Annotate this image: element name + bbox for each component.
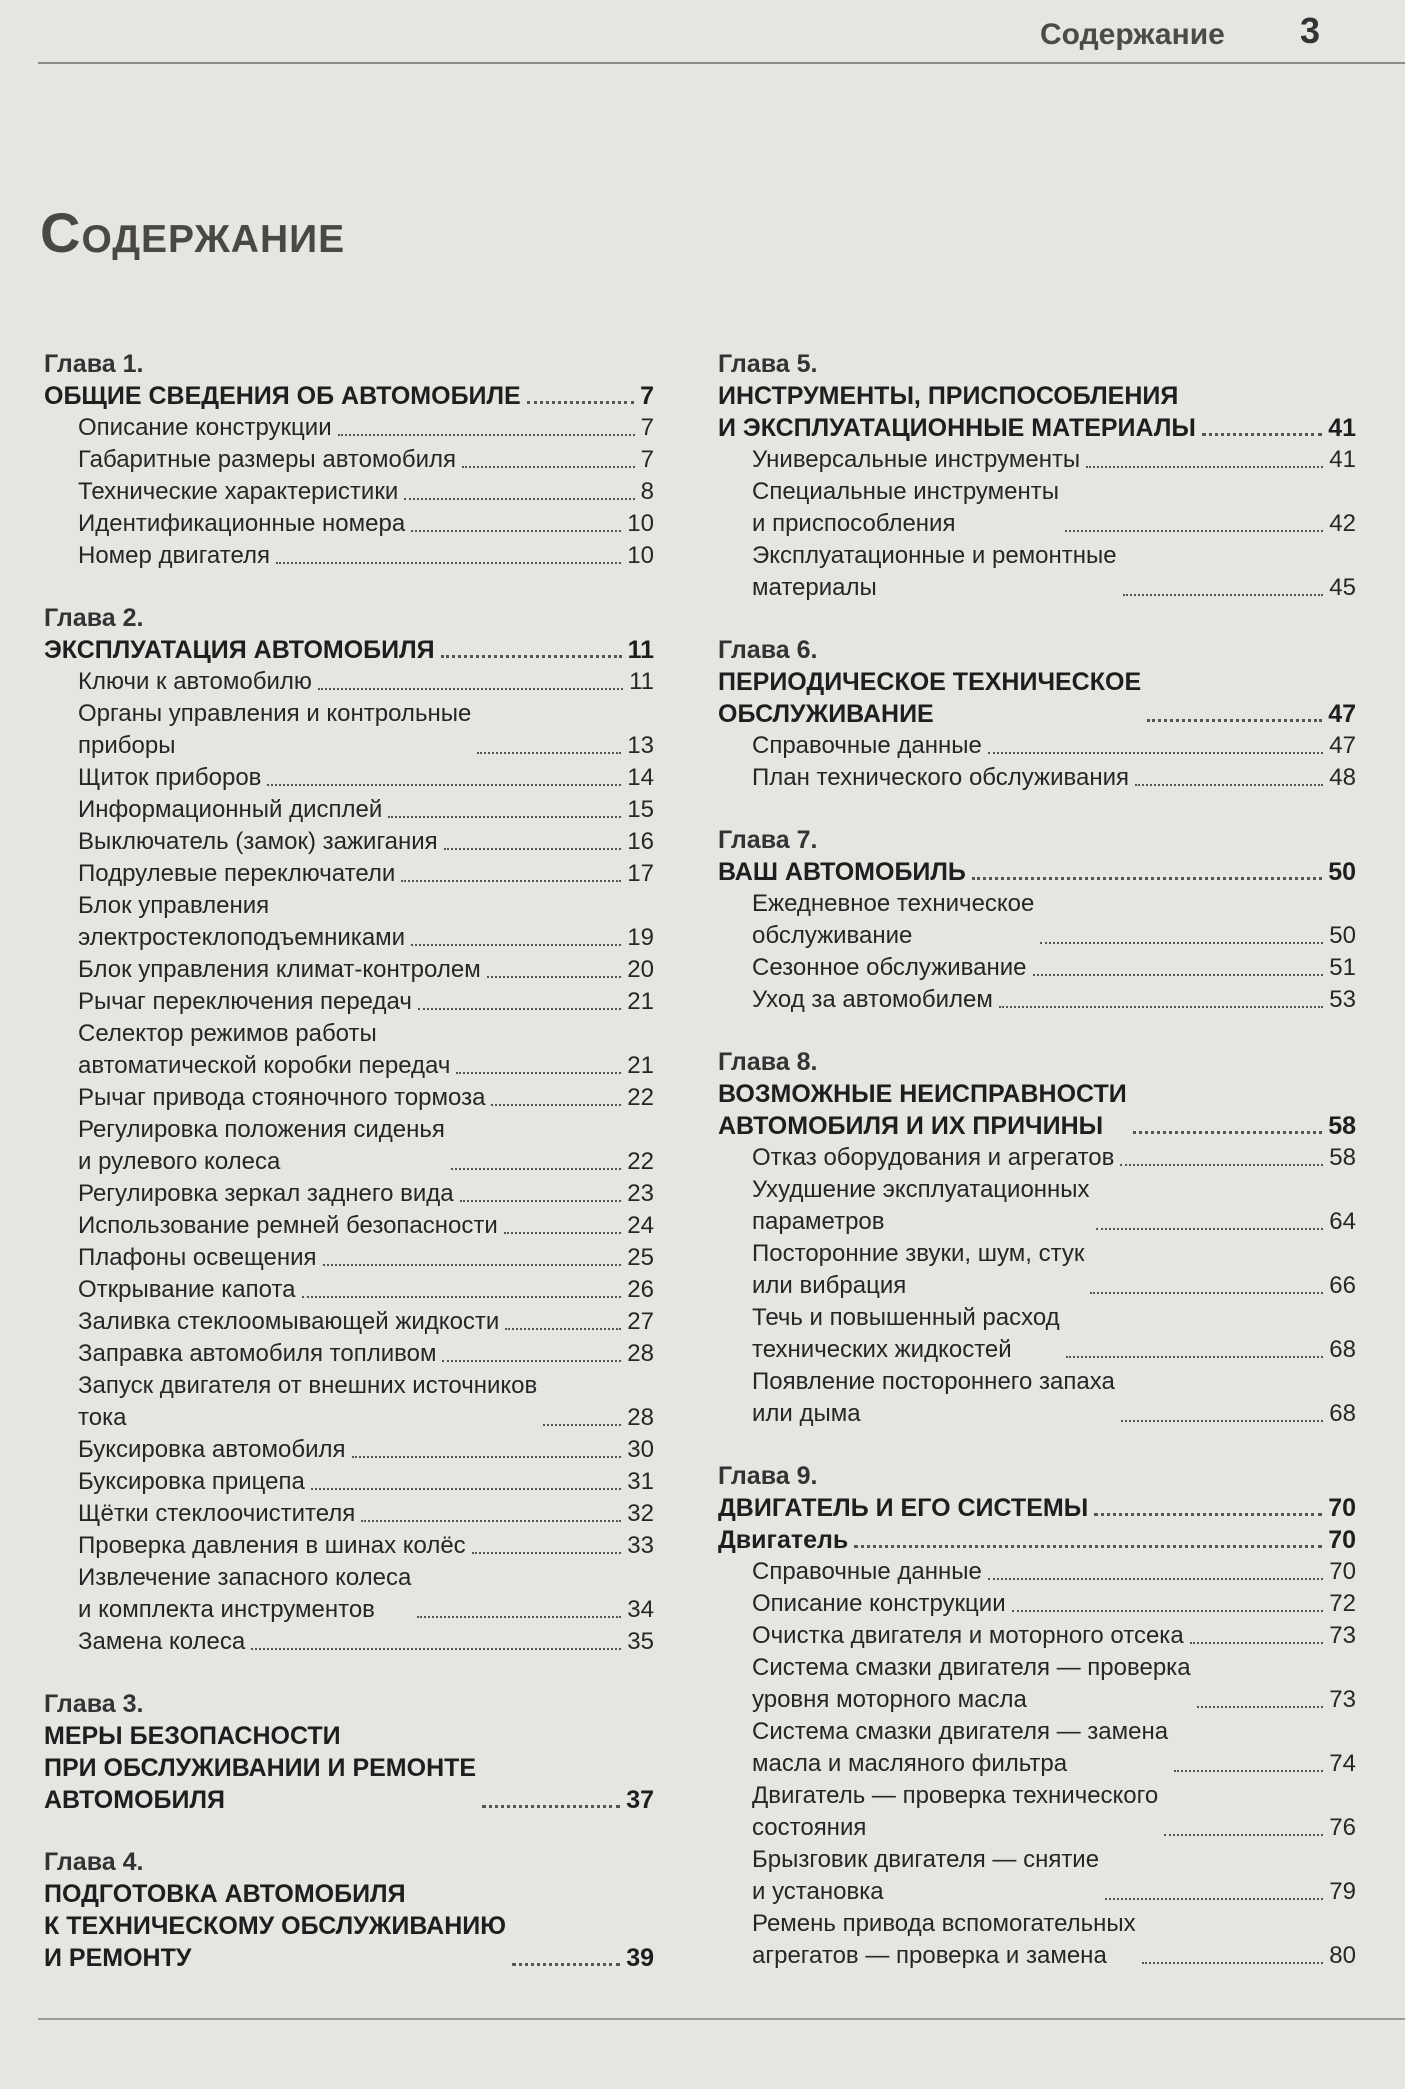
toc-entry-text: Регулировка положения сиденья и рулевого колеса	[78, 1116, 445, 1175]
toc-entry-page: 10	[627, 510, 654, 537]
toc-entry-page: 80	[1329, 1942, 1356, 1969]
leader-dots	[999, 1006, 1323, 1008]
toc-entry[interactable]	[718, 888, 1356, 952]
leader-dots	[1096, 1228, 1324, 1230]
toc-entry[interactable]	[44, 1434, 654, 1466]
toc-chapter	[718, 634, 1356, 794]
toc-entry[interactable]	[44, 540, 654, 572]
toc-entry[interactable]	[44, 1210, 654, 1242]
leader-dots	[972, 877, 1322, 880]
toc-entry-text: Ежедневное техническое обслуживание	[752, 890, 1035, 949]
leader-dots	[1123, 594, 1324, 596]
chapter-title-page: 50	[1328, 858, 1356, 886]
chapter-label: Глава 6.	[718, 636, 818, 664]
leader-dots	[302, 1296, 622, 1298]
chapter-title[interactable]	[718, 856, 1356, 888]
leader-dots	[411, 530, 621, 532]
toc-entry-page: 23	[627, 1180, 654, 1207]
toc-entry-page: 33	[627, 1532, 654, 1559]
chapter-title[interactable]	[718, 1078, 1356, 1142]
toc-entry-page: 11	[629, 668, 654, 695]
toc-entry-text: Извлечение запасного колеса и комплекта инструментов	[78, 1564, 412, 1623]
toc-chapter	[718, 348, 1356, 604]
chapter-title-text: ВАШ АВТОМОБИЛЬ	[718, 858, 966, 886]
toc-entry-text: Отказ оборудования и агрегатов	[752, 1144, 1115, 1171]
toc-entry-page: 7	[640, 414, 654, 441]
toc-entry-text: Описание конструкции	[78, 414, 332, 441]
toc-entry[interactable]	[718, 1142, 1356, 1174]
toc-entry-page: 13	[627, 732, 654, 759]
leader-dots	[1120, 1164, 1323, 1166]
toc-chapter	[718, 1046, 1356, 1430]
toc-entry-page: 10	[627, 542, 654, 569]
toc-entry-text: Селектор режимов работы автоматической коробки передач	[78, 1020, 451, 1079]
toc-chapter	[44, 602, 654, 1658]
toc-entry[interactable]	[718, 762, 1356, 794]
leader-dots	[444, 848, 622, 850]
leader-dots	[418, 1008, 621, 1010]
toc-entry-text: Запуск двигателя от внешних источников тока	[78, 1372, 538, 1431]
toc-entry-page: 21	[627, 988, 654, 1015]
toc-entry-page: 50	[1329, 922, 1356, 949]
chapter-title[interactable]	[718, 1492, 1356, 1524]
page-title: Содержание	[40, 201, 346, 264]
section-title-page: 70	[1328, 1526, 1356, 1554]
toc-entry[interactable]	[718, 1238, 1356, 1302]
toc-entry-text: Открывание капота	[78, 1276, 296, 1303]
toc-entry-text: Ключи к автомобилю	[78, 668, 312, 695]
toc-entry[interactable]	[718, 540, 1356, 604]
toc-entry-page: 35	[627, 1628, 654, 1655]
toc-entry-page: 72	[1329, 1590, 1356, 1617]
toc-entry-page: 76	[1329, 1814, 1356, 1841]
toc-entry[interactable]	[718, 1844, 1356, 1908]
toc-entry-page: 30	[627, 1436, 654, 1463]
toc-entry-page: 48	[1329, 764, 1356, 791]
toc-entry[interactable]	[44, 1274, 654, 1306]
toc-entry[interactable]	[718, 1588, 1356, 1620]
toc-entry[interactable]	[44, 476, 654, 508]
toc-left-column	[44, 348, 654, 2004]
leader-dots	[504, 1232, 622, 1234]
toc-entry-text: Регулировка зеркал заднего вида	[78, 1180, 454, 1207]
chapter-label: Глава 7.	[718, 826, 818, 854]
toc-entry-page: 14	[627, 764, 654, 791]
leader-dots	[1094, 1513, 1322, 1516]
leader-dots	[311, 1488, 621, 1490]
toc-entry-text: Подрулевые переключатели	[78, 860, 396, 887]
leader-dots	[456, 1072, 621, 1074]
toc-entry[interactable]	[44, 826, 654, 858]
toc-entry-text: Использование ремней безопасности	[78, 1212, 498, 1239]
toc-entry-page: 24	[627, 1212, 654, 1239]
toc-chapter	[44, 1688, 654, 1816]
leader-dots	[401, 880, 621, 882]
toc-entry-text: Габаритные размеры автомобиля	[78, 446, 456, 473]
toc-entry-page: 21	[627, 1052, 654, 1079]
toc-entry-page: 22	[627, 1148, 654, 1175]
chapter-title-text: ЭКСПЛУАТАЦИЯ АВТОМОБИЛЯ	[44, 636, 435, 664]
toc-entry[interactable]	[44, 1306, 654, 1338]
toc-entry[interactable]	[44, 1562, 654, 1626]
toc-entry-text: Ремень привода вспомогательных агрегатов — проверка и замена	[752, 1910, 1136, 1969]
toc-entry-page: 68	[1329, 1336, 1356, 1363]
toc-chapter	[44, 348, 654, 572]
leader-dots	[1147, 719, 1322, 722]
toc-entry-text: Справочные данные	[752, 732, 982, 759]
toc-entry-text: Описание конструкции	[752, 1590, 1006, 1617]
toc-entry-text: Блок управления электростеклоподъемниками	[78, 892, 406, 951]
toc-entry-text: Рычаг привода стояночного тормоза	[78, 1084, 486, 1111]
leader-dots	[1135, 784, 1323, 786]
toc-entry-text: Посторонние звуки, шум, стук или вибрация	[752, 1240, 1085, 1299]
toc-entry[interactable]	[718, 1174, 1356, 1238]
leader-dots	[462, 466, 635, 468]
leader-dots	[988, 1578, 1323, 1580]
toc-entry[interactable]	[44, 1242, 654, 1274]
leader-dots	[477, 752, 621, 754]
toc-entry-text: Появление постороннего запаха или дыма	[752, 1368, 1115, 1427]
toc-entry-page: 66	[1329, 1272, 1356, 1299]
toc-entry-page: 28	[627, 1404, 654, 1431]
chapter-title-text: ОБЩИЕ СВЕДЕНИЯ ОБ АВТОМОБИЛЕ	[44, 382, 521, 410]
chapter-title-page: 39	[626, 1944, 654, 1972]
toc-entry-text: Очистка двигателя и моторного отсека	[752, 1622, 1184, 1649]
toc-entry[interactable]	[44, 1338, 654, 1370]
toc-entry-page: 20	[627, 956, 654, 983]
toc-entry-page: 31	[627, 1468, 654, 1495]
toc-entry-text: Эксплуатационные и ремонтные материалы	[752, 542, 1117, 601]
leader-dots	[1040, 942, 1323, 944]
toc-entry-page: 7	[640, 446, 654, 473]
toc-entry-page: 42	[1329, 510, 1356, 537]
toc-entry-text: Идентификационные номера	[78, 510, 406, 537]
leader-dots	[352, 1456, 622, 1458]
toc-entry-text: Заливка стеклоомывающей жидкости	[78, 1308, 500, 1335]
leader-dots	[988, 752, 1323, 754]
running-header-title: Содержание	[1040, 18, 1225, 51]
toc-entry[interactable]	[718, 476, 1356, 540]
leader-dots	[1121, 1420, 1323, 1422]
chapter-title[interactable]	[44, 1878, 654, 1974]
toc-entry[interactable]	[44, 858, 654, 890]
toc-entry-text: Ухудшение эксплуатационных параметров	[752, 1176, 1090, 1235]
chapter-title-page: 7	[640, 382, 654, 410]
leader-dots	[323, 1264, 622, 1266]
toc-entry-text: Система смазки двигателя — замена масла и масляного фильтра	[752, 1718, 1169, 1777]
toc-entry-page: 79	[1329, 1878, 1356, 1905]
toc-entry[interactable]	[44, 1082, 654, 1114]
chapter-title[interactable]	[44, 1720, 654, 1816]
toc-entry-page: 58	[1329, 1144, 1356, 1171]
leader-dots	[543, 1424, 621, 1426]
leader-dots	[1133, 1131, 1322, 1134]
toc-entry-page: 15	[627, 796, 654, 823]
chapter-title-page: 41	[1328, 414, 1356, 442]
toc-entry-text: Органы управления и контрольные приборы	[78, 700, 472, 759]
toc-entry-page: 26	[627, 1276, 654, 1303]
toc-entry-page: 73	[1329, 1686, 1356, 1713]
toc-entry[interactable]	[44, 762, 654, 794]
section-title[interactable]	[718, 1524, 1356, 1556]
toc-entry[interactable]	[44, 986, 654, 1018]
toc-chapter	[718, 824, 1356, 1016]
chapter-label: Глава 8.	[718, 1048, 818, 1076]
toc-entry[interactable]	[718, 1366, 1356, 1430]
toc-entry[interactable]	[718, 1556, 1356, 1588]
chapter-label: Глава 4.	[44, 1848, 144, 1876]
toc-entry[interactable]	[718, 730, 1356, 762]
leader-dots	[411, 944, 621, 946]
toc-entry[interactable]	[44, 794, 654, 826]
toc-entry[interactable]	[718, 952, 1356, 984]
leader-dots	[854, 1545, 1322, 1548]
toc-entry[interactable]	[718, 1302, 1356, 1366]
leader-dots	[1190, 1642, 1324, 1644]
section-title-text: Двигатель	[718, 1526, 849, 1554]
toc-entry-page: 51	[1329, 954, 1356, 981]
leader-dots	[1142, 1962, 1324, 1964]
footer-rule	[38, 2018, 1405, 2020]
leader-dots	[276, 562, 621, 564]
toc-entry-page: 22	[627, 1084, 654, 1111]
leader-dots	[505, 1328, 621, 1330]
toc-entry[interactable]	[44, 1178, 654, 1210]
leader-dots	[1066, 1356, 1324, 1358]
leader-dots	[318, 688, 623, 690]
toc-entry-page: 47	[1329, 732, 1356, 759]
leader-dots	[441, 655, 622, 658]
toc-entry-text: Буксировка прицепа	[78, 1468, 305, 1495]
chapter-label: Глава 2.	[44, 604, 144, 632]
chapter-title-page: 70	[1328, 1494, 1356, 1522]
toc-entry-text: Заправка автомобиля топливом	[78, 1340, 437, 1367]
leader-dots	[267, 784, 621, 786]
chapter-title[interactable]	[44, 380, 654, 412]
toc-entry-page: 73	[1329, 1622, 1356, 1649]
chapter-title[interactable]	[718, 380, 1356, 444]
toc-entry[interactable]	[44, 1114, 654, 1178]
chapter-title-text: ДВИГАТЕЛЬ И ЕГО СИСТЕМЫ	[718, 1494, 1089, 1522]
toc-entry-text: Система смазки двигателя — проверка уровня моторного масла	[752, 1654, 1191, 1713]
toc-entry[interactable]	[718, 1652, 1356, 1716]
toc-entry-page: 53	[1329, 986, 1356, 1013]
leader-dots	[1086, 466, 1323, 468]
toc-entry-text: Щётки стеклоочистителя	[78, 1500, 356, 1527]
leader-dots	[527, 401, 634, 404]
chapter-label: Глава 3.	[44, 1690, 144, 1718]
toc-entry-text: Рычаг переключения передач	[78, 988, 412, 1015]
toc-entry[interactable]	[44, 1498, 654, 1530]
toc-entry-page: 27	[627, 1308, 654, 1335]
toc-entry-page: 25	[627, 1244, 654, 1271]
leader-dots	[417, 1616, 621, 1618]
toc-chapter	[718, 1460, 1356, 1972]
toc-entry[interactable]	[44, 444, 654, 476]
leader-dots	[442, 1360, 621, 1362]
toc-entry[interactable]	[44, 1530, 654, 1562]
leader-dots	[512, 1963, 620, 1966]
toc-entry-text: Замена колеса	[78, 1628, 246, 1655]
toc-entry-page: 45	[1329, 574, 1356, 601]
leader-dots	[1090, 1292, 1323, 1294]
toc-entry[interactable]	[44, 508, 654, 540]
leader-dots	[1105, 1898, 1323, 1900]
toc-entry-page: 41	[1329, 446, 1356, 473]
toc-entry-page: 32	[627, 1500, 654, 1527]
chapter-title[interactable]	[718, 666, 1356, 730]
toc-entry-page: 64	[1329, 1208, 1356, 1235]
leader-dots	[388, 816, 621, 818]
toc-entry-text: Уход за автомобилем	[752, 986, 993, 1013]
leader-dots	[1065, 530, 1323, 532]
toc-entry-text: Технические характеристики	[78, 478, 399, 505]
chapter-label: Глава 5.	[718, 350, 818, 378]
toc-entry[interactable]	[718, 1780, 1356, 1844]
toc-right-column	[718, 348, 1356, 2002]
chapter-title-text: ИНСТРУМЕНТЫ, ПРИСПОСОБЛЕНИЯ И ЭКСПЛУАТАЦИОННЫЕ МАТЕРИАЛЫ	[718, 382, 1196, 442]
toc-entry[interactable]	[44, 1018, 654, 1082]
toc-entry[interactable]	[44, 412, 654, 444]
toc-entry[interactable]	[718, 444, 1356, 476]
toc-entry-page: 8	[640, 478, 654, 505]
header-rule	[38, 62, 1405, 64]
toc-entry[interactable]	[44, 890, 654, 954]
toc-entry[interactable]	[44, 1466, 654, 1498]
leader-dots	[1012, 1610, 1324, 1612]
toc-entry-text: Специальные инструменты и приспособления	[752, 478, 1060, 537]
toc-entry-text: Плафоны освещения	[78, 1244, 317, 1271]
toc-entry[interactable]	[44, 666, 654, 698]
leader-dots	[361, 1520, 621, 1522]
leader-dots	[1174, 1770, 1323, 1772]
toc-entry-text: Справочные данные	[752, 1558, 982, 1585]
leader-dots	[251, 1648, 621, 1650]
toc-entry-page: 16	[627, 828, 654, 855]
leader-dots	[1202, 433, 1322, 436]
toc-entry-text: Информационный дисплей	[78, 796, 383, 823]
toc-entry-page: 17	[627, 860, 654, 887]
toc-entry-text: Брызговик двигателя — снятие и установка	[752, 1846, 1100, 1905]
toc-entry[interactable]	[44, 1370, 654, 1434]
toc-entry-text: Проверка давления в шинах колёс	[78, 1532, 466, 1559]
toc-entry[interactable]	[44, 954, 654, 986]
chapter-title-text: ПЕРИОДИЧЕСКОЕ ТЕХНИЧЕСКОЕ ОБСЛУЖИВАНИЕ	[718, 668, 1142, 728]
toc-entry[interactable]	[718, 1716, 1356, 1780]
toc-chapter	[44, 1846, 654, 1974]
leader-dots	[472, 1552, 622, 1554]
toc-entry-text: Номер двигателя	[78, 542, 271, 569]
leader-dots	[482, 1805, 620, 1808]
toc-entry-text: Щиток приборов	[78, 764, 262, 791]
toc-entry-page: 70	[1329, 1558, 1356, 1585]
toc-entry-text: Буксировка автомобиля	[78, 1436, 346, 1463]
toc-entry-text: Блок управления климат-контролем	[78, 956, 481, 983]
leader-dots	[404, 498, 634, 500]
chapter-title[interactable]	[44, 634, 654, 666]
toc-entry[interactable]	[718, 1908, 1356, 1972]
toc-entry-page: 28	[627, 1340, 654, 1367]
page-number: 3	[1300, 10, 1321, 51]
chapter-label: Глава 9.	[718, 1462, 818, 1490]
leader-dots	[491, 1104, 621, 1106]
toc-entry[interactable]	[44, 1626, 654, 1658]
chapter-title-text: ВОЗМОЖНЫЕ НЕИСПРАВНОСТИ АВТОМОБИЛЯ И ИХ ПРИЧИНЫ	[718, 1080, 1127, 1140]
chapter-title-text: ПОДГОТОВКА АВТОМОБИЛЯ К ТЕХНИЧЕСКОМУ ОБСЛУЖИВАНИЮ И РЕМОНТУ	[44, 1880, 507, 1972]
toc-entry-page: 19	[627, 924, 654, 951]
toc-entry-text: Течь и повышенный расход технических жидкостей	[752, 1304, 1060, 1363]
toc-entry-page: 68	[1329, 1400, 1356, 1427]
toc-entry-text: Универсальные инструменты	[752, 446, 1081, 473]
toc-entry[interactable]	[718, 1620, 1356, 1652]
leader-dots	[1164, 1834, 1323, 1836]
leader-dots	[1197, 1706, 1324, 1708]
chapter-title-page: 37	[626, 1786, 654, 1814]
toc-entry-page: 34	[627, 1596, 654, 1623]
chapter-title-text: МЕРЫ БЕЗОПАСНОСТИ ПРИ ОБСЛУЖИВАНИИ И РЕМОНТЕ АВТОМОБИЛЯ	[44, 1722, 477, 1814]
toc-entry-text: Двигатель — проверка технического состояния	[752, 1782, 1159, 1841]
chapter-label: Глава 1.	[44, 350, 144, 378]
toc-entry[interactable]	[718, 984, 1356, 1016]
toc-entry-text: Выключатель (замок) зажигания	[78, 828, 438, 855]
leader-dots	[1033, 974, 1324, 976]
leader-dots	[460, 1200, 622, 1202]
toc-entry[interactable]	[44, 698, 654, 762]
leader-dots	[451, 1168, 621, 1170]
chapter-title-page: 11	[627, 636, 654, 664]
chapter-title-page: 47	[1328, 700, 1356, 728]
leader-dots	[338, 434, 635, 436]
toc-entry-text: План технического обслуживания	[752, 764, 1129, 791]
chapter-title-page: 58	[1328, 1112, 1356, 1140]
toc-entry-text: Сезонное обслуживание	[752, 954, 1027, 981]
toc-entry-page: 74	[1329, 1750, 1356, 1777]
leader-dots	[487, 976, 622, 978]
